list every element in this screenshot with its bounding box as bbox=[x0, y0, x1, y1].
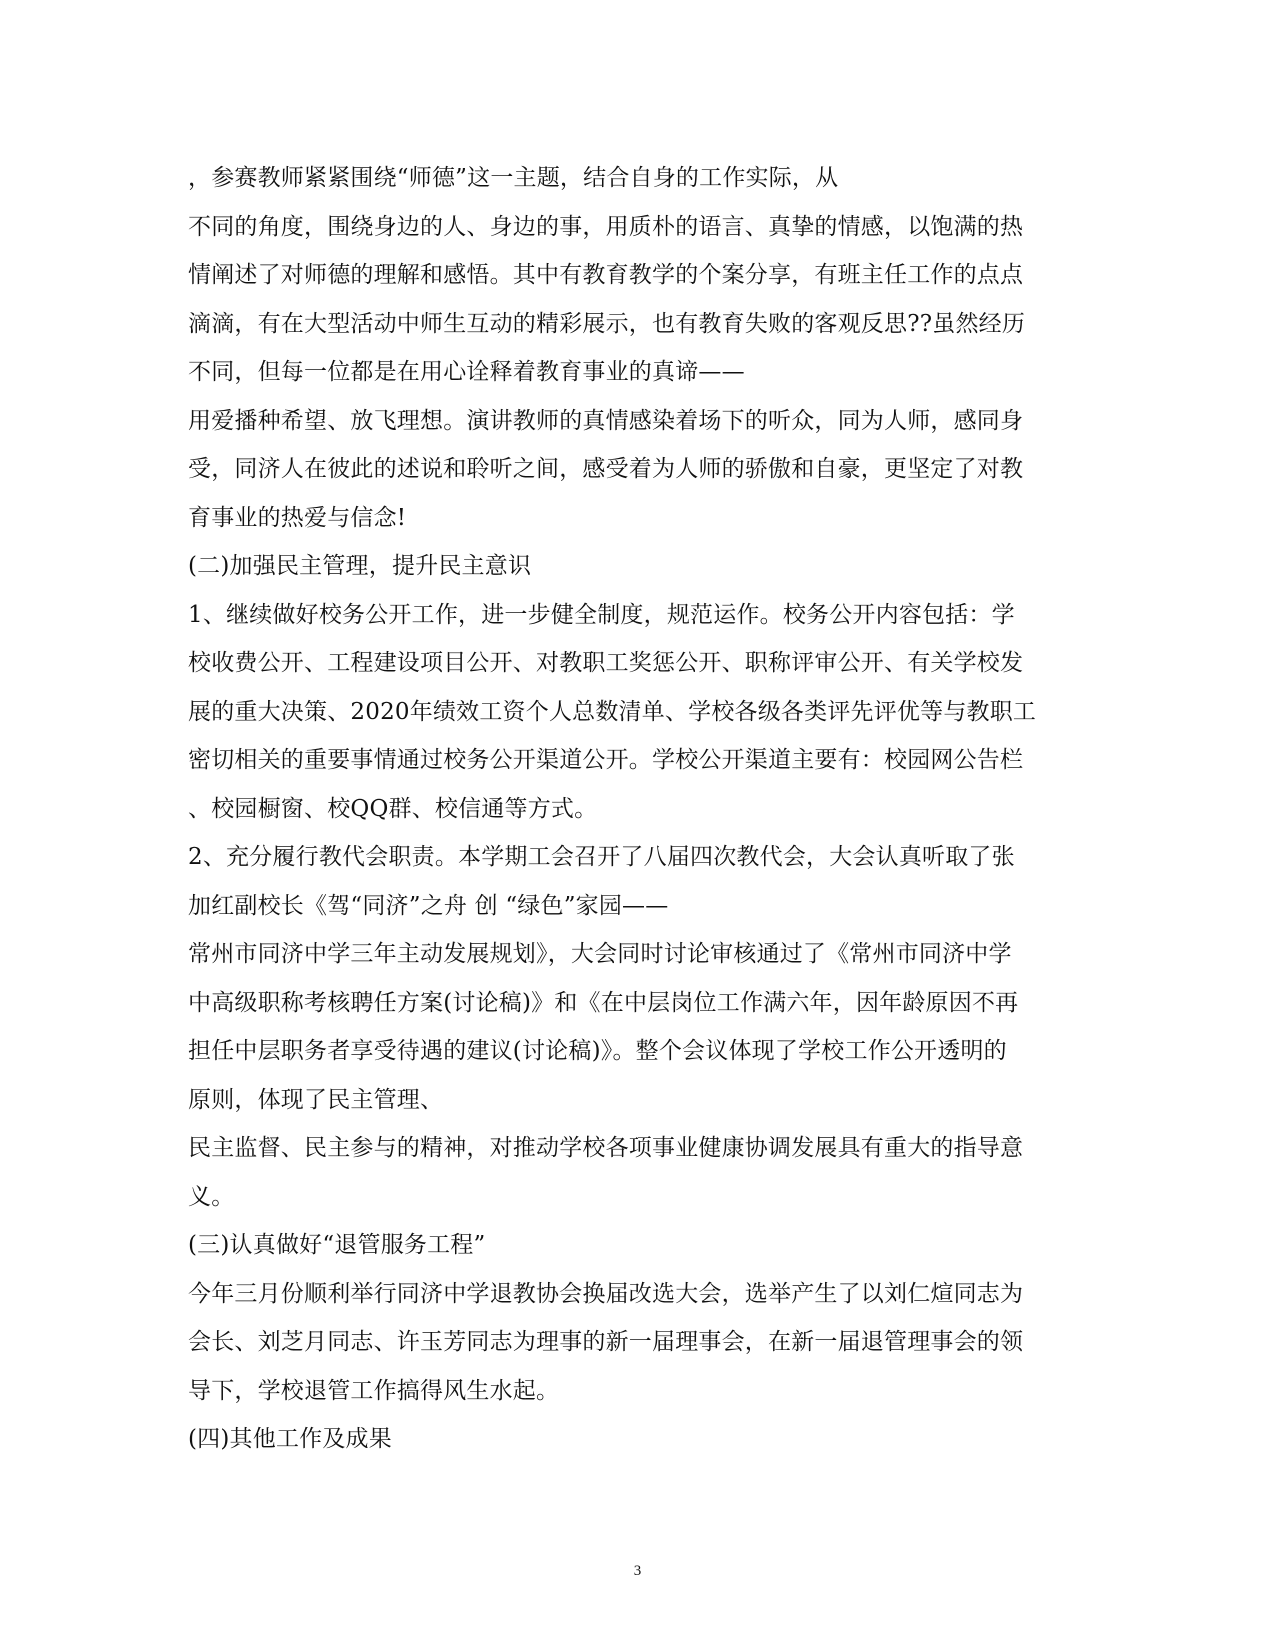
text-line: 1、继续做好校务公开工作，进一步健全制度，规范运作。校务公开内容包括：学 bbox=[188, 601, 1015, 628]
text-line: 滴滴，有在大型活动中师生互动的精彩展示，也有教育失败的客观反思??虽然经历 bbox=[188, 310, 1026, 337]
text-line: 2、充分履行教代会职责。本学期工会召开了八届四次教代会，大会认真听取了张 bbox=[188, 844, 1015, 870]
text-line: 不同，但每一位都是在用心诠释着教育事业的真谛—— bbox=[188, 359, 745, 385]
text-line: 、校园橱窗、校QQ群、校信通等方式。 bbox=[188, 795, 598, 822]
text-line: 导下，学校退管工作搞得风生水起。 bbox=[188, 1377, 560, 1404]
text-line: (三)认真做好“退管服务工程” bbox=[188, 1232, 486, 1258]
text-line: ，参赛教师紧紧围绕“师德”这一主题，结合自身的工作实际，从 bbox=[188, 165, 839, 191]
text-line: 民主监督、民主参与的精神，对推动学校各项事业健康协调发展具有重大的指导意 bbox=[188, 1135, 1024, 1161]
text-line: 中高级职称考核聘任方案(讨论稿)》和《在中层岗位工作满六年，因年龄原因不再 bbox=[188, 989, 1019, 1016]
text-line: 加红副校长《驾“同济”之舟 创 “绿色”家园—— bbox=[188, 892, 669, 919]
text-line: 密切相关的重要事情通过校务公开渠道公开。学校公开渠道主要有：校园网公告栏 bbox=[188, 747, 1024, 773]
text-line: 常州市同济中学三年主动发展规划》，大会同时讨论审核通过了《常州市同济中学 bbox=[188, 941, 1012, 967]
text-line: 校收费公开、工程建设项目公开、对教职工奖惩公开、职称评审公开、有关学校发 bbox=[188, 650, 1024, 676]
text-line: 情阐述了对师德的理解和感悟。其中有教育教学的个案分享，有班主任工作的点点 bbox=[188, 262, 1024, 288]
text-line: 今年三月份顺利举行同济中学退教协会换届改选大会，选举产生了以刘仁煊同志为 bbox=[188, 1280, 1024, 1307]
text-line: (四)其他工作及成果 bbox=[188, 1426, 392, 1452]
document-body bbox=[188, 154, 1098, 1464]
text-line: 原则，体现了民主管理、 bbox=[188, 1086, 444, 1113]
page-number: 3 bbox=[633, 1563, 642, 1579]
text-line: 用爱播种希望、放飞理想。演讲教师的真情感染着场下的听众，同为人师，感同身 bbox=[188, 407, 1024, 434]
text-line: 受，同济人在彼此的述说和聆听之间，感受着为人师的骄傲和自豪，更坚定了对教 bbox=[188, 456, 1024, 482]
text-line: 担任中层职务者享受待遇的建议(讨论稿)》。整个会议体现了学校工作公开透明的 bbox=[188, 1038, 1007, 1064]
text-line: 不同的角度，围绕身边的人、身边的事，用质朴的语言、真挚的情感，以饱满的热 bbox=[188, 213, 1024, 240]
text-line: 义。 bbox=[188, 1183, 235, 1210]
text-line: 会长、刘芝月同志、许玉芳同志为理事的新一届理事会，在新一届退管理事会的领 bbox=[188, 1329, 1024, 1355]
text-line: 育事业的热爱与信念! bbox=[188, 504, 407, 531]
text-line: 展的重大决策、2020年绩效工资个人总数清单、学校各级各类评先评优等与教职工 bbox=[188, 698, 1037, 725]
text-line: (二)加强民主管理，提升民主意识 bbox=[188, 553, 532, 579]
